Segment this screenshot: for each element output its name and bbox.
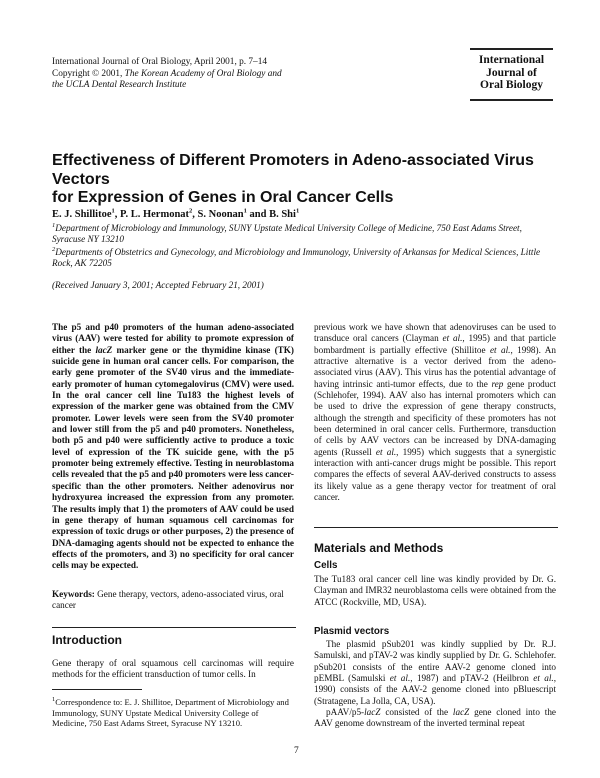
- introduction-heading: Introduction: [52, 633, 122, 647]
- paper-title-line1: Effectiveness of Different Promoters in Adeno-associated Virus Vectors: [52, 152, 534, 188]
- cells-subheading: Cells: [314, 560, 338, 571]
- journal-citation-line1: International Journal of Oral Biology, April 2001, p. 7–14: [52, 57, 267, 67]
- correspondence-footnote: $^1$Correspondence to: E. J. Shillitoe, Department of Microbiology and Immunology, SUNY Upstate Medical University College of Medicine, 750 East Adams Street, Syracuse NY 13210.: [52, 696, 289, 728]
- abstract: The p5 and p40 promoters of the human adeno-associated virus (AAV) were tested for ability to promote expression of either the lacZ marker gene or the thymidine kinase (TK) suicide gene in human oral cancer cells. For comparison, the early gene promoter of the SV40 virus and the immediate-early promoter of human cytomegalovirus (CMV) were used. In the oral cancer cell line Tu183 the highest levels of expression of the marker gene was obtained from the CMV promoter. Lower levels were seen from the SV40 promoter and lower still from the p5 and p40 promoters. Nonetheless, both p5 and p40 were sufficiently active to produce a toxic level of expression of the TK suicide gene, with the p5 promoter being extremely effective. Testing in neuroblastoma cells revealed that the p5 and p40 promoters were less cancer-specific than the other promoters. Neither adenovirus nor hydroxyurea increased the expression from any promoter. The results imply that 1) the promoters of AAV could be used in gene therapy of human squamous cell carcinomas for expression of toxic drugs or other purposes, 2) the presence of DNA-damaging agents should not be expected to enhance the effects of the promoters, and 3) no specificity for oral cancer cells may be expected.: [52, 322, 294, 571]
- plasmid-text: [314, 639, 556, 730]
- plasmid-subheading: Plasmid vectors: [314, 626, 390, 637]
- journal-name-line3: Oral Biology: [480, 79, 543, 91]
- introduction-continued: previous work we have shown that adenoviruses can be used to transduce oral cancers (Clayman et al., 1995) and that particle bombardment is partially effective (Shillitoe et al., 1998). An attractive alternative is a vector derived from the adeno-associated virus (AAV). This virus has the potential advantage of having intrinsic anti-tumor effects, due to the rep gene product (Schlehofer, 1994). AAV also has internal promoters which can be used to drive the expression of gene therapy constructs, although the strength and specificity of these promoters has not been determined in oral cancer cells. Furthermore, transduction of cells by AAV vectors can be increased by DNA-damaging agents (Russell et al., 1995) which suggests that a synergistic interaction with anti-cancer drugs might be possible. This report compares the effects of several AAV-derived constructs to assess its likely value as a gene therapy vector for treatment of oral cancer.: [314, 322, 556, 503]
- footnote-rule: [52, 689, 142, 690]
- cells-text: The Tu183 oral cancer cell line was kindly provided by Dr. G. Clayman and IMR32 neuroblastoma cells were obtained from the ATCC (Rockville, MD, USA).: [314, 574, 556, 607]
- journal-name-box: [470, 50, 553, 92]
- received-dates: (Received January 3, 2001; Accepted February 21, 2001): [52, 280, 264, 290]
- affiliation-2: $^2$Departments of Obstetrics and Gynecology, and Microbiology and Immunology, University of Arkansas for Medical Sciences, Little Rock, AK 72205: [52, 245, 541, 268]
- keywords: Keywords: Gene therapy, vectors, adeno-associated virus, oral cancer: [52, 589, 284, 611]
- introduction-text: Gene therapy of oral squamous cell carcinomas will require methods for the efficient transduction of tumor cells. In: [52, 658, 294, 680]
- journal-box-bottom-rule: [470, 99, 553, 101]
- plasmid-paragraph-2: pAAV/p5-lacZ consisted of the lacZ gene cloned into the AAV genome downstream of the inverted terminal repeat: [314, 707, 556, 729]
- introduction-rule: [52, 627, 296, 628]
- journal-citation: [52, 57, 382, 92]
- journal-citation-line3: the UCLA Dental Research Institute: [52, 80, 187, 90]
- affiliation-1: $^1$Department of Microbiology and Immunology, SUNY Upstate Medical University College of Medicine, 750 East Adams Street, Syracuse NY 13210: [52, 221, 522, 244]
- paper-title: [52, 152, 552, 208]
- journal-citation-line2: Copyright © 2001, The Korean Academy of Oral Biology and: [52, 68, 282, 79]
- materials-rule: [314, 527, 558, 528]
- paper-title-line2: for Expression of Genes in Oral Cancer Cells: [52, 189, 394, 206]
- journal-name-line1: International: [478, 54, 545, 66]
- materials-heading: Materials and Methods: [314, 541, 444, 555]
- journal-name-line2: Journal of: [486, 66, 537, 79]
- author-list: E. J. Shillitoe$^1$, P. L. Hermonat$^2$, S. Noonan$^1$ and B. Shi$^1$: [52, 207, 300, 220]
- plasmid-paragraph-1: The plasmid pSub201 was kindly supplied by Dr. R.J. Samulski, and pTAV-2 was kindly supplied by Dr. G. Schlehofer. pSub201 consists of the entire AAV-2 genome cloned into pEMBL (Samulski et al., 1987) and pTAV-2 (Heilbron et al., 1990) consists of the AAV-2 genome cloned into pBluescript (Stratagene, La Jolla, CA, USA).: [314, 639, 557, 706]
- page-number: 7: [294, 746, 299, 756]
